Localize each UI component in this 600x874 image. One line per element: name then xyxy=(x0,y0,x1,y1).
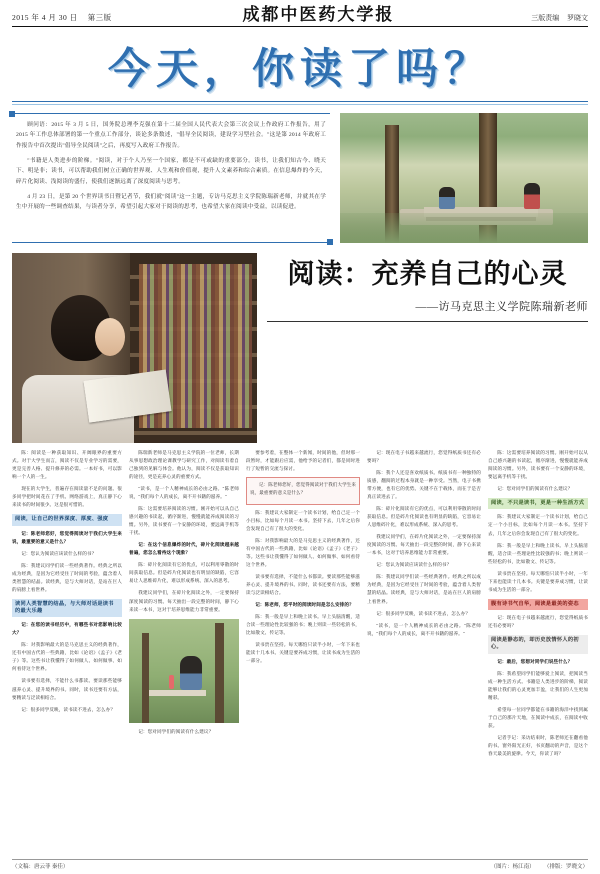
column-5 xyxy=(488,449,588,762)
headline-area xyxy=(12,253,588,443)
body-paragraph: 陈：我建议大家制定一个读书计划，给自己定一个小目标，比如每个月读一本书。坚持下去，几年之后你会发现自己有了很大的变化。 xyxy=(246,509,360,531)
body-paragraph: 我建议同学们，在碎片化阅读之外，一定要保持深度阅读的习惯。每天抽出一段完整的时间，静下心来读一本书，这对于培养思维能力非常重要。 xyxy=(367,534,481,556)
headline-text xyxy=(267,253,588,443)
body-paragraph: 记：您认为阅读应该读什么样的书？ xyxy=(376,562,452,568)
body-paragraph: 记：很多同学反映，读书读不进去，怎么办？ xyxy=(376,610,471,616)
article-columns xyxy=(12,449,588,762)
lead-paragraph: "书籍是人类进步的阶梯。"阅读，对于个人乃至一个国家，都是不可或缺的重要部分。读书，让我们知古今、晓天下、明是非；读书，可以帮助我们树立正确的世界观、人生观和价值观，提升人文素养和综合素质。在信息爆炸的今天，碎片化阅读、浅阅读的盛行，使我们逐渐远离了深度阅读与思考。 xyxy=(16,158,326,185)
body-paragraph: 陈：我一般是早上和晚上读书。早上头脑清醒，适合读一些理论性比较强的书；晚上则读一些轻松的书，比如散文、传记等。 xyxy=(488,542,588,564)
body-paragraph: 陈：我一般是早上和晚上读书。早上头脑清醒，适合读一些理论性比较强的书；晚上则读一些轻松的书，比如散文、传记等。 xyxy=(246,614,360,636)
body-paragraph: 陈：我个人还是喜欢纸质书。纸质书有一种独特的质感，翻阅的过程本身就是一种享受。当然，电子书携带方便，也有它的优势。关键不在于载体，而在于是否真正读进去了。 xyxy=(367,470,481,500)
masthead xyxy=(12,0,588,27)
masthead-date: 2015 年 4 月 30 日 xyxy=(12,13,78,22)
footer-right-credit xyxy=(483,862,588,870)
section-heading: 腹有诗书气自华，阅读是最美的姿态 xyxy=(488,599,588,610)
headline-rule xyxy=(267,321,588,322)
masthead-editor xyxy=(525,13,588,23)
body-question: 记：陈老师您好，您觉得阅读对于我们大学生来说，最重要的意义是什么？ xyxy=(12,530,122,544)
lead-block xyxy=(12,113,588,243)
body-paragraph: 陈：对我影响最大的是马克思主义的经典著作，还有中国古代的一些典籍，比如《论语》《孟子》《老子》等。这些书让我懂得了如何做人、如何做事、如何看待这个世界。 xyxy=(246,537,360,568)
column-1 xyxy=(12,449,122,762)
body-paragraph: 希望每一位同学都能在书籍的海洋中找到属于自己的那片天地，在阅读中成长，在阅读中收获。 xyxy=(488,706,588,728)
layout-credit: （排版：罗晓文） xyxy=(543,864,588,870)
body-paragraph: 读书要有选择，不能什么书都读。要读那些能够滋养心灵、提升境界的书。同时，读书还要有方法，要精读与泛读相结合。 xyxy=(246,574,360,596)
body-paragraph: 陈：碎片化阅读有它的优点，可以利用零散的时间获取信息。但是碎片化阅读也有明显的缺陷，它容易让人思维碎片化，难以形成系统、深入的思考。 xyxy=(129,562,239,584)
body-paragraph: 记：您认为阅读应该读什么样的书？ xyxy=(21,550,97,556)
body-paragraph: 读书贵在坚持。每天哪怕只读半小时，一年下来也能读十几本书。关键是要养成习惯，让读书成为生活的一部分。 xyxy=(246,642,360,664)
body-paragraph: 陈：这需要培养阅读的习惯。刚开始可以从自己感兴趣的书读起，循序渐进，慢慢就能养成阅读的习惯。另外，读书要有一个安静的环境，要远离手机等干扰。 xyxy=(129,506,239,536)
banner xyxy=(12,31,588,101)
body-question: 记：陈老师，您平时的阅读时间是怎么安排的？ xyxy=(255,602,354,608)
column-2 xyxy=(129,449,239,762)
photo-library-reader xyxy=(12,253,257,443)
body-paragraph: 陈：对我影响最大的是马克思主义的经典著作，还有中国古代的一些典籍，比如《论语》《孟子》《老子》等。这些书让我懂得了如何做人、如何做事、如何看待这个世界。 xyxy=(12,642,122,672)
pull-quote-text: 记：陈老师您好，您觉得阅读对于我们大学生来说，最重要的意义是什么？ xyxy=(250,482,356,495)
section-heading: 阅读，让自己的世界深度、厚度、强度 xyxy=(12,514,122,525)
body-paragraph: 陈：我建议大家制定一个读书计划，给自己定一个小目标，比如每个月读一本书。坚持下去，几年之后你会发现自己有了很大的变化。 xyxy=(488,514,588,536)
body-paragraph: 记：现在电子书越来越流行，您觉得纸质书还有必要吗？ xyxy=(367,450,481,464)
body-paragraph: 现在的大学生，普遍存在阅读量不足的问题。很多同学把时间花在了手机、网络游戏上，真正静下心来读书的时间很少。这是很可惜的。 xyxy=(12,486,122,508)
body-paragraph: 读书贵在坚持。每天哪怕只读半小时，一年下来也能读十几本书。关键是要养成习惯，让读书成为生活的一部分。 xyxy=(488,570,588,592)
lead-text-box xyxy=(12,113,330,243)
lead-paragraph: 4 月 23 日，是第 20 个世界读书日暨记者节，我们就"阅读"这一主题，专访马克思主义学院陈瑞新老师，并就其在学生中开展的一些调查结果，与读者分享，希望引起大家对于阅读的思考，也希望大家在阅读中受益，以读促进。 xyxy=(16,194,326,211)
body-paragraph: 记：您对同学们的阅读有什么建议？ xyxy=(138,728,214,734)
body-paragraph: 记者手记：采访结束时，陈老师还在翻看他的书。窗外阳光正好，书页翻动的声音，是这个春天最美的旋律。今天，你读了吗？ xyxy=(488,734,588,756)
body-paragraph: "读书，是一个人精神成长的必由之路。"陈老师说，"我们每个人的成长，离不开书籍的滋养。" xyxy=(129,486,239,500)
footer-left-credit: （文稿：唐云菲 秦佳） xyxy=(12,864,69,870)
body-paragraph: 陈：阅读是一种获取知识、开阔眼界的重要方式。对于大学生而言，阅读不仅是专业学习的需要，更是完善人格、提升修养的必需。一本好书，可以影响一个人的一生。 xyxy=(12,450,122,480)
section-heading: 阅读，不只是读书，更是一种生活方式 xyxy=(488,498,588,509)
article-subheadline: ——访马克思主义学院陈瑞新老师 xyxy=(415,301,588,314)
body-paragraph: 陈瑞新老师是马克思主义学院的一位老师，长期从事思想政治理论课教学与研究工作，对阅读有着自己独到的见解与体会。他认为，阅读不仅是获取知识的途径，更是充养心灵的重要方式。 xyxy=(129,450,239,480)
body-paragraph: 我建议同学们，在碎片化阅读之外，一定要保持深度阅读的习惯。每天抽出一段完整的时间，静下心来读一本书，这对于培养思维能力非常重要。 xyxy=(129,590,239,612)
column-4 xyxy=(367,449,481,762)
body-paragraph: 要参考着，在整体一个新闻，时间的他，但时那一段暂时，才能跟后应需，他给予的记者们，都是同时进行了短暂的交流与探讨。 xyxy=(246,450,360,472)
photo-park-reading xyxy=(340,113,588,243)
body-question: 记：在您的读书经历中，有哪些书对您影响比较大？ xyxy=(12,622,122,636)
body-paragraph: 陈：这需要培养阅读的习惯。刚开始可以从自己感兴趣的书读起，循序渐进，慢慢就能养成阅读的习惯。另外，读书要有一个安静的环境，要远离手机等干扰。 xyxy=(488,450,588,480)
banner-title: 今天，你读了吗？ xyxy=(107,44,492,93)
lead-photo-group xyxy=(340,113,588,243)
photo-field-study xyxy=(129,619,239,723)
body-paragraph: 读书要有选择，不能什么书都读。要读那些能够滋养心灵、提升境界的书。同时，读书还要有方法，要精读与泛读相结合。 xyxy=(12,678,122,700)
body-paragraph: 陈：我建议同学们读一些经典著作。经典之所以成为经典，是因为它经受住了时间的考验，蕴含着人类智慧的结晶。读经典，是与大师对话，是站在巨人的肩膀上看世界。 xyxy=(12,562,122,592)
body-paragraph: 陈：我建议同学们读一些经典著作。经典之所以成为经典，是因为它经受住了时间的考验，蕴含着人类智慧的结晶。读经典，是与大师对话，是站在巨人的肩膀上看世界。 xyxy=(367,574,481,604)
body-paragraph: 记：很多同学反映，读书读不进去，怎么办？ xyxy=(21,706,116,712)
column-3 xyxy=(246,449,360,762)
photo-credit: （图片：杨江南） xyxy=(490,864,535,870)
footer-credits xyxy=(12,859,588,870)
banner-rule xyxy=(12,101,588,102)
article-headline: 阅读：充养自己的心灵 xyxy=(287,259,568,290)
body-paragraph: 记：现在电子书越来越流行，您觉得纸质书还有必要吗？ xyxy=(488,615,588,629)
masthead-date-line xyxy=(12,12,112,23)
body-question: 记：在这个信息爆炸的时代，碎片化阅读越来越普遍，您怎么看待这个现象？ xyxy=(129,542,239,556)
pull-quote-box xyxy=(246,477,360,505)
body-paragraph: 陈：碎片化阅读有它的优点，可以利用零散的时间获取信息。但是碎片化阅读也有明显的缺陷，它容易让人思维碎片化，难以形成系统、深入的思考。 xyxy=(367,506,481,528)
editor-name: 罗晓文 xyxy=(567,14,588,22)
section-heading: 读同人类智慧的结晶，与大师对话是读书的最大乐趣 xyxy=(12,599,122,618)
masthead-edition: 第三版 xyxy=(87,13,112,22)
body-paragraph: 记：您对同学们的阅读有什么建议？ xyxy=(497,486,573,492)
section-heading: 阅读是静态的，却历史放情怀人的初心。 xyxy=(488,635,588,654)
editor-label: 三版责编 xyxy=(531,14,560,22)
body-paragraph: "读书，是一个人精神成长的必由之路。"陈老师说，"我们每个人的成长，离不开书籍的滋养。" xyxy=(367,622,481,636)
body-paragraph: 陈：我希望同学们能够爱上阅读，把阅读当成一种生活方式。书籍是人类进步的阶梯，阅读能够让我们的心灵更加丰盈，让我们的人生更加精彩。 xyxy=(488,670,588,700)
newspaper-title: 成都中医药大学报 xyxy=(242,5,395,25)
banner-rule-thin xyxy=(12,104,588,105)
body-question: 记：最后，您想对同学们说些什么？ xyxy=(497,658,573,664)
lead-paragraph: 顾问语：2015 年 3 月 5 日，国务院总理李克强在第十二届全国人民代表大会第三次会议上作政府工作报告，用了 2015 年工作总体部署的第一个重点工作部分，谈论多条数述，"倡导全民阅读，建设学习型社会。"这是第 2014 年政府工作报告中首次提出"倡导全民阅读"之后，再度写入政府工作报告。 xyxy=(16,122,326,149)
